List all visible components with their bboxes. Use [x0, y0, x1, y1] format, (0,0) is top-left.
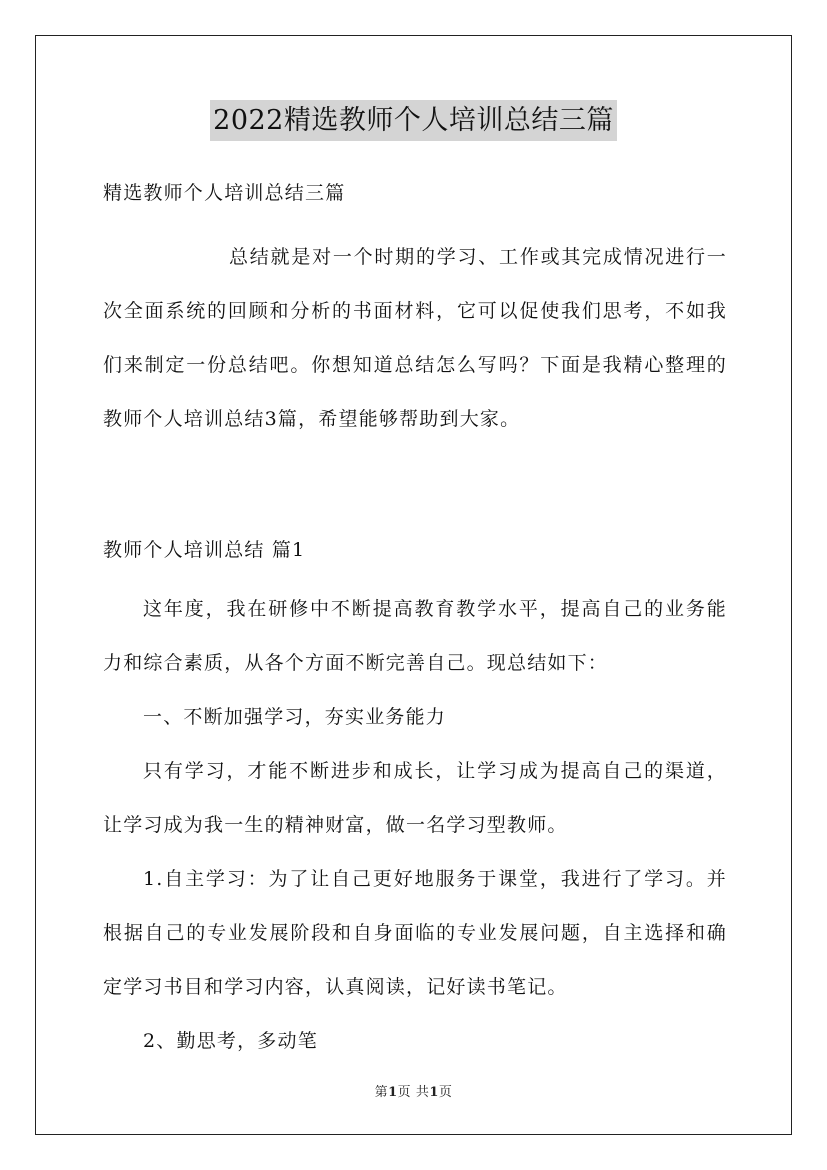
document-body: [103, 175, 727, 1068]
body-paragraph: 只有学习，才能不断进步和成长，让学习成为提高自己的渠道，让学习成为我一生的精神财富，做一名学习型教师。: [103, 760, 727, 836]
body-paragraph: 这年度，我在研修中不断提高教育教学水平，提高自己的业务能力和综合素质，从各个方面不断完善自己。现总结如下：: [103, 598, 727, 674]
footer-page-number: 1: [388, 1085, 398, 1100]
footer-total-prefix: 共: [415, 1085, 430, 1100]
footer-total-unit: 页: [438, 1085, 453, 1100]
subheading-2: 2、勤思考，多动笔: [143, 1030, 318, 1052]
intro-heading: 精选教师个人培训总结三篇: [103, 182, 346, 204]
document-title: 2022精选教师个人培训总结三篇: [210, 100, 617, 141]
intro-paragraph: 总结就是对一个时期的学习、工作或其完成情况进行一次全面系统的回顾和分析的书面材料，它可以促使我们思考，不如我们来制定一份总结吧。你想知道总结怎么写吗？下面是我精心整理的教师个人培训总结3篇，希望能够帮助到大家。: [103, 246, 727, 430]
page-footer: [0, 1081, 827, 1100]
body-paragraph: 1.自主学习：为了让自己更好地服务于课堂，我进行了学习。并根据自己的专业发展阶段和自身面临的专业发展问题，自主选择和确定学习书目和学习内容，认真阅读，记好读书笔记。: [103, 868, 727, 998]
footer-total-pages: 1: [429, 1085, 439, 1100]
section-heading: 教师个人培训总结 篇1: [103, 539, 306, 561]
title-container: [0, 100, 827, 141]
footer-page-unit: 页: [397, 1085, 412, 1100]
subheading-1: 一、不断加强学习，夯实业务能力: [143, 706, 447, 728]
footer-page-prefix: 第: [374, 1085, 389, 1100]
